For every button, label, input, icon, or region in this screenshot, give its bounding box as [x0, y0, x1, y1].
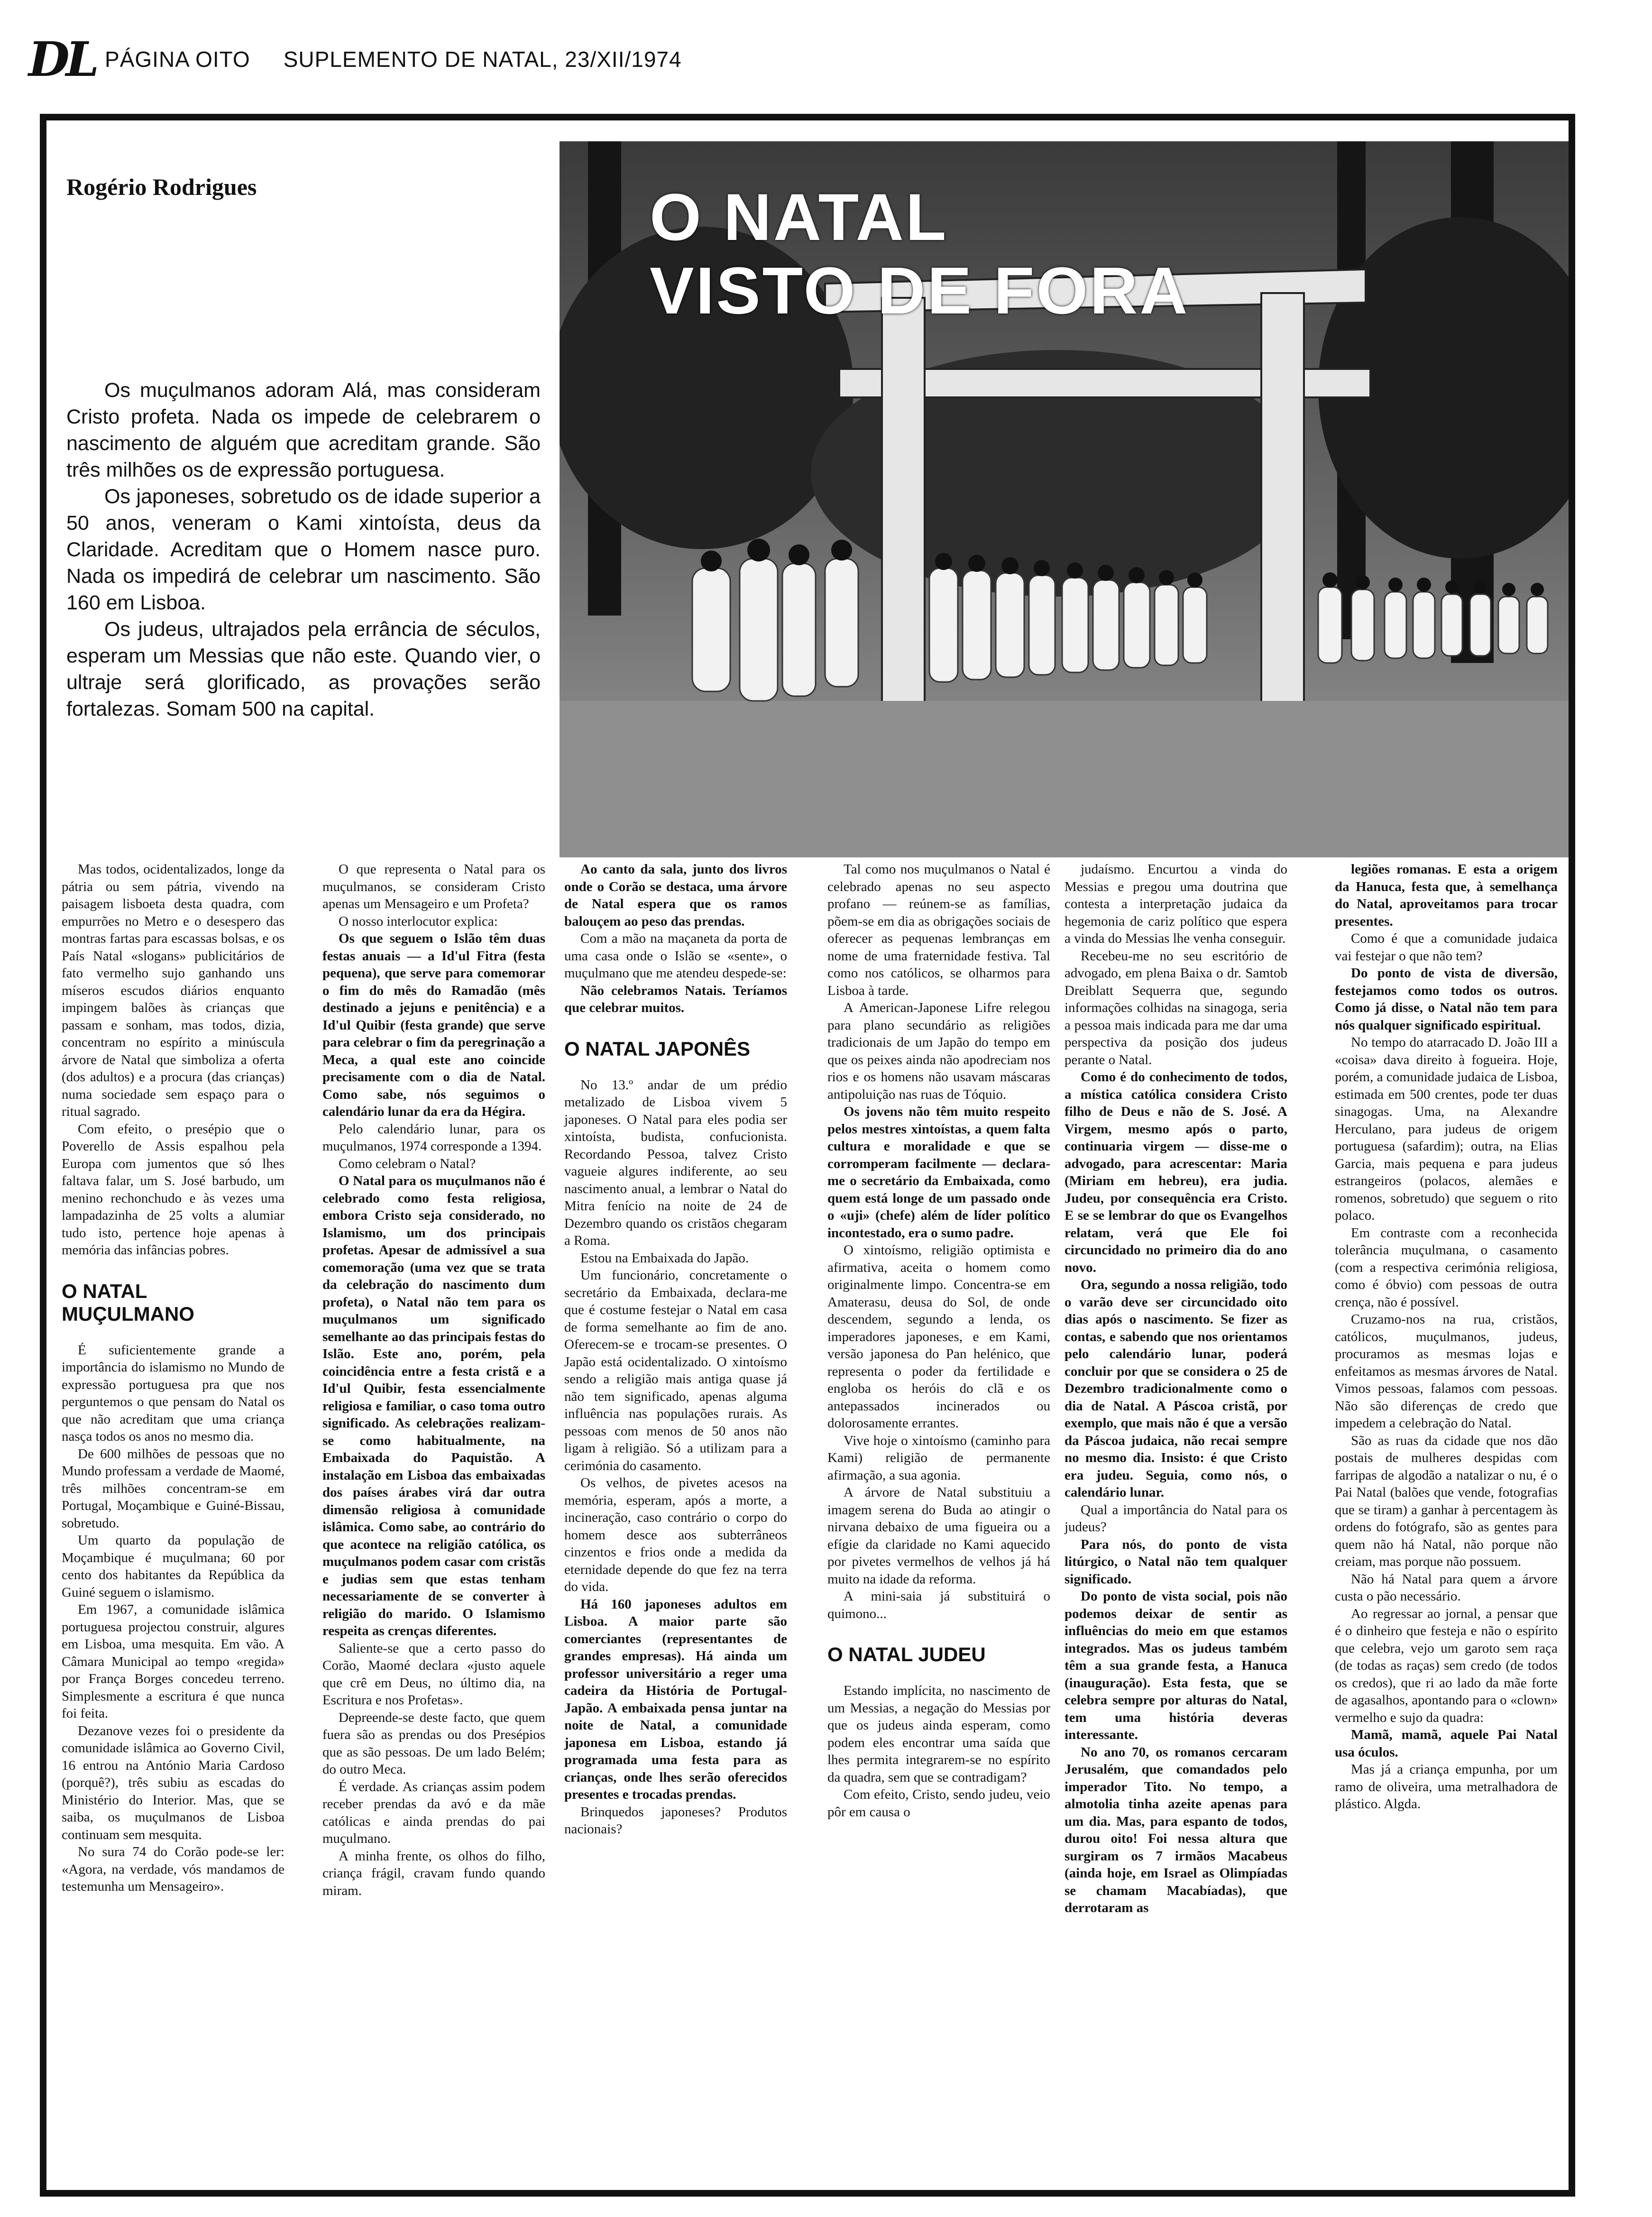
body-paragraph: Com a mão na maçaneta da porta de uma casa onde o Islão se «sente», o muçulmano que me atendeu despede-se: [564, 931, 787, 981]
body-paragraph: Vive hoje o xintoísmo (caminho para Kami) religião de permanente afirmação, a sua agonia. [827, 1433, 1050, 1483]
body-paragraph: Com efeito, Cristo, sendo judeu, veio pôr em causa o [827, 1787, 1050, 1820]
headline-line-2: VISTO DE FORA [650, 253, 1190, 328]
author-byline: Rogério Rodrigues [66, 174, 257, 200]
body-paragraph: A mini-saia já substituirá o quimono... [827, 1589, 1050, 1621]
text-column-6 [1335, 861, 1558, 1813]
body-paragraph: Mamã, mamã, aquele Pai Natal usa óculos. [1335, 1727, 1558, 1760]
body-paragraph: Os velhos, de pivetes acesos na memória, esperam, após a morte, a incineração, caso contrário o corpo do homem desce aos subterrâneos cinzentos e frios onde a medida da eternidade depende do que fez na terra do vida. [564, 1475, 787, 1594]
body-paragraph: Como é do conhecimento de todos, a mística católica considera Cristo filho de Deus e não de S. José. A Virgem, mesmo após o parto, continuaria virgem — disse-me o advogado, para acrescentar: Maria (Miriam em hebreu), era judia. Judeu, por consequência era Cristo. E se se lembrar do que os Evangelhos relatam, verá que Ele foi circuncidado no primeiro dia do ano novo. [1065, 1069, 1287, 1275]
body-paragraph: No sura 74 do Corão pode-se ler: «Agora, na verdade, vós mandamos de testemunha um Mensageiro». [62, 1844, 285, 1894]
body-paragraph: É suficientemente grande a importância do islamismo no Mundo de expressão portuguesa pra que nos perguntemos o que pensam do Natal os que não acreditam que uma criança nasça todos os anos no mesmo dia. [62, 1342, 285, 1444]
body-paragraph: Os que seguem o Islão têm duas festas anuais — a Id'ul Fitra (festa pequena), que serve para comemorar o fim do mês do Ramadão (mês destinado a jejuns e penitência) e a Id'ul Quibir (festa grande) que serve para celebrar o fim da peregrinação a Meca, a qual este ano coincide precisamente com o dia de Natal. Como sabe, nós seguimos o calendário lunar da era da Hégira. [322, 931, 545, 1119]
body-paragraph: No 13.º andar de um prédio metalizado de Lisboa vivem 5 japoneses. O Natal para eles podia ser xintoísta, budista, confucionista. Recordando Pessoa, talvez Cristo vagueie algures indiferente, ao seu nascimento anual, a lembrar o Natal do Mitra fenício na noite de 24 de Dezembro quando os cristãos chegaram a Roma. [564, 1077, 787, 1248]
newspaper-logo: DL [28, 31, 96, 87]
body-paragraph: No ano 70, os romanos cercaram Jerusalém, que comandados pelo imperador Tito. No tempo, a almotolia tinha azeite apenas para um dia. Mas, para espanto de todos, durou oito! Foi nessa altura que surgiram os 7 irmãos Macabeus (ainda hoje, em Israel as Olimpíadas se chamam Macabíadas), que derrotaram as [1065, 1744, 1287, 1915]
body-paragraph: O xintoísmo, religião optimista e afirmativa, aceita o homem como originalmente limpo. Concentra-se em Amaterasu, deusa do Sol, de onde descendem, segundo a lenda, os imperadores japoneses, e em Kami, versão japonesa do Pan helénico, que representa o poder da fertilidade e engloba os heróis do clã e os antepassados incinerados ou dolorosamente errantes. [827, 1242, 1050, 1431]
body-paragraph: A American-Japonese Lifre relegou para plano secundário as religiões tradicionais de um Japão do tempo em que os peixes ainda não apodreciam nos rios e os homens não usavam máscaras antipoluição nas ruas de Tóquio. [827, 1000, 1050, 1102]
body-paragraph: Em 1967, a comunidade islâmica portuguesa projectou construir, algures em Lisboa, uma mesquita. Em vão. A Câmara Municipal ao tempo «regida» por França Borges concedeu terreno. Simplesmente a escritura é que nunca foi feita. [62, 1602, 285, 1721]
body-paragraph: Ora, segundo a nossa religião, todo o varão deve ser circuncidado oito dias após o nascimento. Se fizer as contas, e sabendo que nos orientamos pelo calendário lunar, poderá concluir por que se considera o 25 de Dezembro tradicionalmente como o dia de Natal. A Páscoa cristã, por exemplo, que mais não é que a versão da Páscoa judaica, não recai sempre no mesmo dia. Insisto: é que Cristo era judeu. Seguia, como nós, o calendário lunar. [1065, 1277, 1287, 1500]
supplement-label: SUPLEMENTO DE NATAL, 23/XII/1974 [283, 47, 682, 72]
body-paragraph: Um quarto da população de Moçambique é muçulmana; 60 por cento dos habitantes da República da Guiné seguem o islamismo. [62, 1533, 285, 1600]
page-header [28, 33, 682, 85]
text-column-1 [62, 861, 285, 1895]
body-paragraph: Para nós, do ponto de vista litúrgico, o Natal não tem qualquer significado. [1065, 1536, 1287, 1587]
body-paragraph: Estando implícita, no nascimento de um Messias, a negação do Messias por que os judeus ainda esperam, como podem eles encontrar uma saída que lhes permita integrarem-se no espírito da quadra, sem que se contradigam? [827, 1683, 1050, 1785]
article-headline [650, 180, 1189, 327]
body-paragraph: Qual a importância do Natal para os judeus? [1065, 1502, 1287, 1535]
body-paragraph: Estou na Embaixada do Japão. [580, 1250, 749, 1266]
body-paragraph: Não celebramos Natais. Teríamos que celebrar muitos. [564, 983, 787, 1015]
body-paragraph: A minha frente, os olhos do filho, criança frágil, cravam fundo quando miram. [322, 1848, 545, 1898]
lead-paragraph: Os muçulmanos adoram Alá, mas consideram Cristo profeta. Nada os impede de celebrarem o nascimento de alguém que acreditam grande. São três milhões os de expressão portuguesa. [66, 379, 541, 481]
body-paragraph: Os jovens não têm muito respeito pelos mestres xintoístas, a quem falta cultura e moralidade e que se corromperam facilmente — declara-me o secretário da Embaixada, como quem está longe de um passado onde o «uji» (chefe) além de líder político incontestado, era o sumo padre. [827, 1104, 1050, 1241]
body-paragraph: legiões romanas. E esta a origem da Hanuca, festa que, à semelhança do Natal, aproveitamos para trocar presentes. [1335, 862, 1558, 929]
body-paragraph: Tal como nos muçulmanos o Natal é celebrado apenas no seu aspecto profano — reúnem-se as famílias, põem-se em dia as obrigações sociais de oferecer as pequenas lembranças em nome de uma fraternidade festiva. Tal como nos católicos, se olharmos para Lisboa à tarde. [827, 862, 1050, 998]
headline-line-1: O NATAL [650, 180, 948, 254]
body-paragraph: São as ruas da cidade que nos dão postais de mulheres despidas com farripas de algodão a natalizar o nu, é o Pai Natal (balões que vende, fotografias que se tiram) a ganhar à percentagem às ordens do fotógrafo, são as gentes para quem não há Natal, não porque não creiam, mas porque não possuem. [1335, 1433, 1558, 1569]
body-paragraph: Um funcionário, concretamente o secretário da Embaixada, declara-me que é costume festejar o Natal em casa de forma semelhante ao fim de ano. Oferecem-se e trocam-se presentes. O Japão está ocidentalizado. O xintoísmo sendo a religião mais antiga quase já não tem significado, apenas alguma influência nas populações rurais. As pessoas com menos de 50 anos não ligam à religião. Só a utilizam para a cerimónia do casamento. [564, 1268, 787, 1473]
body-paragraph: Mas todos, ocidentalizados, longe da pátria ou sem pátria, vivendo na paisagem lisboeta desta quadra, com empurrões no Metro e o desespero das montras fartas para escassas bolsas, e os País Natal «slogans» publicitários de fato vermelho sujo ganhando uns míseros escudos diários enquanto impingem balões às crianças que passam e sonham, mas todos, dizia, concentram no espírito a minúscula árvore de Natal que simboliza a oferta (dos adultos) e a procura (das crianças) numa sociedade sem espaço para o ritual sagrado. [62, 862, 285, 1119]
body-paragraph: Com efeito, o presépio que o Poverello de Assis espalhou pela Europa com jumentos que só lhes faltava falar, um S. José barbudo, um menino rechonchudo e às vezes uma lampadazinha de 25 volts a alumiar tudo isto, pertence hoje apenas à memória das infâncias pobres. [62, 1121, 285, 1258]
page-number-label: PÁGINA OITO [105, 47, 250, 72]
body-paragraph: É verdade. As crianças assim podem receber prendas da avó e da mãe católicas e ainda prendas do pai muçulmano. [322, 1779, 545, 1846]
body-paragraph: Pelo calendário lunar, para os muçulmanos, 1974 corresponde a 1394. [322, 1121, 545, 1154]
lead-paragraph: Os judeus, ultrajados pela errância de séculos, esperam um Messias que não este. Quando vier, o ultraje será glorificado, as provações serão fortalezas. Somam 500 na capital. [66, 618, 541, 720]
torii-gate-photo [560, 141, 1569, 857]
text-column-5 [1065, 861, 1287, 1917]
text-column-3 [564, 861, 787, 1838]
section-heading: O NATAL JUDEU [827, 1643, 986, 1665]
body-paragraph: O que representa o Natal para os muçulmanos, se consideram Cristo apenas um Mensageiro e um Profeta? [322, 862, 545, 911]
body-paragraph: Em contraste com a reconhecida tolerância muçulmana, o casamento (com a respectiva cerimónia religiosa, como é óbvio) com pessoas de outra crença, não é possível. [1335, 1225, 1558, 1310]
article-lead [66, 377, 541, 722]
body-paragraph: A árvore de Natal substituiu a imagem serena do Buda ao atingir o nirvana debaixo de uma figueira ou a efígie da claridade no Kami aquecido por pivetes vermelhos de velhos já há muito na idade da reforma. [827, 1485, 1050, 1587]
body-paragraph: Do ponto de vista social, pois não podemos deixar de sentir as influências do meio em que estamos integrados. Mas os judeus também têm a sua grande festa, a Hanuca (inauguração). Esta festa, que se celebra sempre por alturas do Natal, tem uma história deveras interessante. [1065, 1589, 1287, 1742]
body-paragraph: Saliente-se que a certo passo do Corão, Maomé declara «justo aquele que crê em Deus, no último dia, na Escritura e nos Profetas». [322, 1640, 545, 1708]
body-paragraph: Dezanove vezes foi o presidente da comunidade islâmica ao Governo Civil, 16 entrou na António Maria Cardoso (porquê?), três subiu as escadas do Ministério do Interior. Mas, que se saiba, os muçulmanos de Lisboa continuam sem mesquita. [62, 1723, 285, 1842]
body-paragraph: O Natal para os muçulmanos não é celebrado como festa religiosa, embora Cristo seja considerado, no Islamismo, um dos principais profetas. Apesar de admissível a sua comemoração (uma vez que se trata da celebração do nascimento dum profeta), o Natal não tem para os muçulmanos um significado semelhante ao das principais festas do Islão. Este ano, porém, pela coincidência entre a festa cristã e a Id'ul Quibir, festa essencialmente religiosa e familiar, o caso toma outro significado. As celebrações realizam-se como habitualmente, na Embaixada do Paquistão. A instalação em Lisboa das embaixadas dos países árabes virá dar outra dimensão religiosa à comunidade islâmica. Como sabe, ao contrário do que acontece na religião católica, os muçulmanos podem casar com cristãs e judias sem que estas tenham necessariamente de se converter à religião do marido. O Islamismo respeita as crenças diferentes. [322, 1173, 545, 1638]
body-paragraph: Do ponto de vista de diversão, festejamos como todos os outros. Como já disse, o Natal não tem para nós qualquer significado espiritual. [1335, 966, 1558, 1033]
body-paragraph: Ao regressar ao jornal, a pensar que é o dinheiro que festeja e não o espírito que celebra, vejo um garoto sem raça (de todas as raças) sem credo (de todos os credos), que ri ao lado da mãe forte de agasalhos, apontando para o «clown» vermelho e sujo da quadra: [1335, 1606, 1558, 1725]
body-paragraph: Ao canto da sala, junto dos livros onde o Corão se destaca, uma árvore de Natal espera que os ramos balouçem ao peso das prendas. [564, 862, 787, 929]
body-paragraph: Como é que a comunidade judaica vai festejar o que não tem? [1335, 931, 1558, 964]
body-paragraph: Mas já a criança empunha, por um ramo de oliveira, uma metralhadora de plástico. Algda. [1335, 1762, 1558, 1812]
body-paragraph: Recebeu-me no seu escritório de advogado, em plena Baixa o dr. Samtob Dreiblatt Sequerra que, segundo informações colhidas na sinagoga, seria a pessoa mais indicada para me dar uma perspectiva da posição dos judeus perante o Natal. [1065, 948, 1287, 1067]
body-paragraph: O nosso interlocutor explica: [339, 913, 498, 929]
body-paragraph: Não há Natal para quem a árvore custa o pão necessário. [1335, 1571, 1558, 1604]
body-paragraph: No tempo do atarracado D. João III a «coisa» dava direito à fogueira. Hoje, porém, a comunidade judaica de Lisboa, estimada em 500 crentes, pode ter duas sinagogas. Uma, na Alexandre Herculano, para judeus de origem portuguesa (safardim); outra, na Elias Garcia, mais pequena e para judeus estrangeiros (polacos, alemães e romenos, sobretudo) que seguem o rito polaco. [1335, 1035, 1558, 1223]
section-heading: O NATAL JAPONÊS [564, 1037, 751, 1060]
text-column-4 [827, 861, 1050, 1821]
body-paragraph: judaísmo. Encurtou a vinda do Messias e pregou uma doutrina que contesta a interpretação judaica da hegemonia de cariz político que espera a vinda do Messias lhe venha conseguir. [1065, 862, 1287, 946]
body-paragraph: Cruzamo-nos na rua, cristãos, católicos, muçulmanos, judeus, procuramos as mesmas lojas e enfeitamos as mesmas árvores de Natal. Vimos pessoas, falamos com pessoas. Não são diferenças de credo que impedem a celebração do Natal. [1335, 1312, 1558, 1431]
section-heading: O NATAL MUÇULMANO [62, 1279, 194, 1325]
lead-paragraph: Os japoneses, sobretudo os de idade superior a 50 anos, veneram o Kami xintoísta, deus da Claridade. Acreditam que o Homem nasce puro. Nada os impedirá de celebrar um nascimento. São 160 em Lisboa. [66, 485, 541, 614]
text-column-2 [322, 861, 545, 1899]
body-paragraph: De 600 milhões de pessoas que no Mundo professam a verdade de Maomé, três milhões concentram-se em Portugal, Moçambique e Guiné-Bissau, sobretudo. [62, 1446, 285, 1531]
body-paragraph: Depreende-se deste facto, que quem fuera são as prendas ou dos Presépios que as são pessoas. De um lado Belém; do outro Meca. [322, 1710, 545, 1777]
body-paragraph: Como celebram o Natal? [339, 1156, 476, 1171]
body-paragraph: Há 160 japoneses adultos em Lisboa. A maior parte são comerciantes (representantes de grandes empresas). Há ainda um professor universitário a reger uma cadeira da História de Portugal-Japão. A embaixada pensa juntar na noite de Natal, a comunidade japonesa em Lisboa, estando já programada uma festa para as crianças, onde lhes serão oferecidos presentes e trocadas prendas. [564, 1596, 787, 1802]
body-paragraph: Brinquedos japoneses? Produtos nacionais? [564, 1804, 787, 1837]
